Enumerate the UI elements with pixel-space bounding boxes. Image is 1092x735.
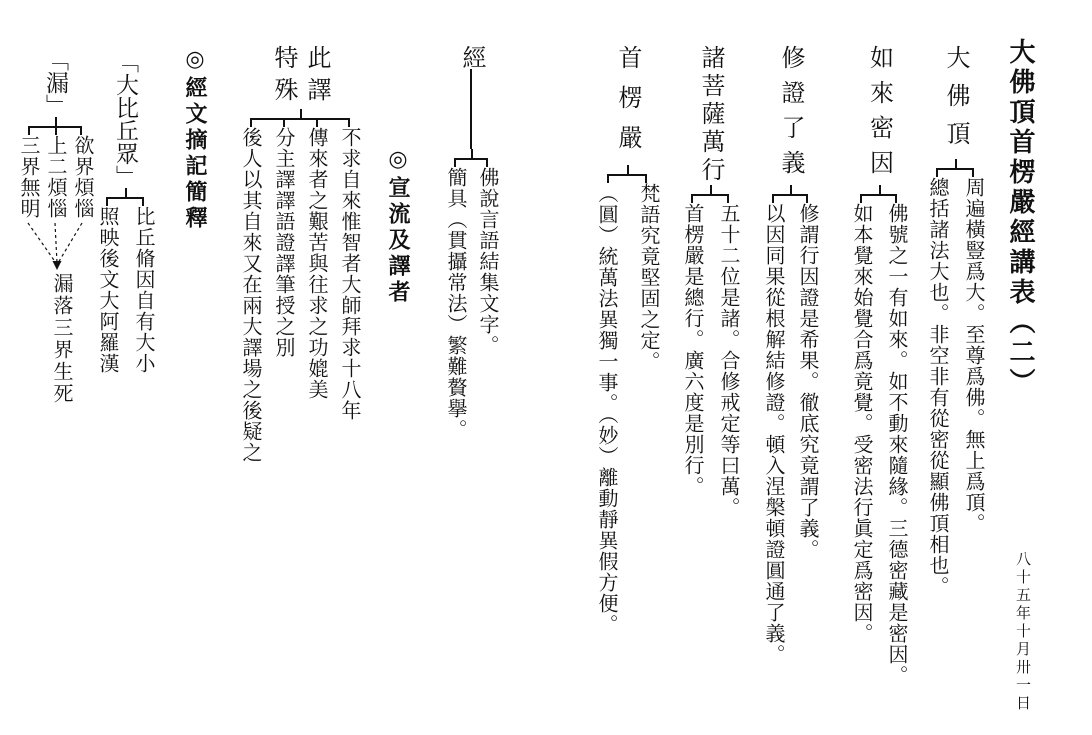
bracket-tick xyxy=(486,158,488,167)
bracket-bar xyxy=(860,194,897,196)
tree-group-da-fo-ding xyxy=(924,45,986,597)
bracket-bar xyxy=(691,194,728,196)
branch-column: （圓）統萬法異獨一事。（妙）離動靜異假方便。 xyxy=(595,183,617,635)
branch-column: 上二煩惱 xyxy=(44,135,66,219)
branch-column: 欲界煩惱 xyxy=(71,135,93,219)
page-title: 大佛頂首楞嚴經講表（二） xyxy=(1006,38,1035,398)
bracket-tick xyxy=(727,194,729,203)
tree-group-lou xyxy=(15,48,95,405)
bracket-bar xyxy=(607,174,648,176)
group-header: 大佛頂 xyxy=(942,45,968,159)
group-header: 首楞嚴 xyxy=(614,45,640,165)
branch-row xyxy=(760,203,820,665)
bracket-tick xyxy=(895,194,897,203)
bracket-tick xyxy=(936,168,938,177)
bracket-tick xyxy=(250,118,252,127)
branch-column: 如本覺來始覺合爲竟覺。受密法行眞定爲密因。 xyxy=(850,203,872,644)
bracket-stub xyxy=(125,188,127,197)
bracket-bar xyxy=(250,118,350,120)
bracket-tick xyxy=(806,194,808,203)
bracket-tick xyxy=(348,118,350,127)
branch-column: 佛說言語結集文字。 xyxy=(476,167,498,356)
bracket-stub xyxy=(471,149,473,158)
branch-column: 照映後文大阿羅漢 xyxy=(96,206,118,374)
result-wrap xyxy=(49,273,73,405)
converging-arrows-icon xyxy=(15,221,95,271)
branch-row xyxy=(15,135,95,219)
group-header: 「漏」 xyxy=(43,48,68,117)
bracket-bar xyxy=(454,158,489,160)
branch-column: 後人以其自來又在兩大譯場之後疑之 xyxy=(239,127,261,463)
bracket-tick xyxy=(860,194,862,203)
branch-row xyxy=(593,183,661,635)
bracket-stub xyxy=(879,185,881,194)
tree-group-jing xyxy=(442,45,500,440)
tree-group-shou-leng-yan xyxy=(593,45,661,635)
tree-bracket xyxy=(593,165,661,183)
group-header: 修證了義 xyxy=(777,45,803,185)
tree-bracket xyxy=(237,109,362,127)
branch-column: 總括諸法大也。非空非有從密從顯佛頂相也。 xyxy=(926,177,948,597)
section-heading-excerpt-notes: ◎經文摘記簡釋 xyxy=(183,46,208,232)
leak-result-text: 漏落三界生死 xyxy=(50,273,72,405)
bracket-stub xyxy=(55,117,57,126)
branch-column: 分主譯譯語證譯筆授之別 xyxy=(272,127,294,358)
group-header: 如來密因 xyxy=(865,45,892,185)
branch-row xyxy=(442,167,500,440)
bracket-tick xyxy=(142,197,144,206)
group-header-right: 此譯 xyxy=(303,45,329,109)
bracket-stub xyxy=(300,109,302,118)
bracket-tick xyxy=(972,168,974,177)
bracket-tick xyxy=(106,197,108,206)
branch-column: 以因同果從根解結修證。頓入涅槃頓證圓通了義。 xyxy=(762,203,784,665)
bracket-tick xyxy=(316,118,318,127)
tree-group-da-bi-qiu-zhong xyxy=(94,50,156,374)
bracket-bar xyxy=(106,197,143,199)
bracket-tick xyxy=(645,174,647,183)
branch-column: 不求自來惟智者大師拜求十八年 xyxy=(338,127,360,421)
bracket-bar xyxy=(772,194,808,196)
branch-column: 周遍橫豎爲大。至尊爲佛。無上爲頂。 xyxy=(962,177,984,534)
tree-bracket xyxy=(679,185,741,203)
bracket-stub xyxy=(955,159,957,168)
branch-row xyxy=(94,206,156,374)
tree-group-zhu-pu-sa-wan-xing xyxy=(679,45,741,518)
branch-row xyxy=(924,177,986,597)
group-header-left: 特殊 xyxy=(270,45,296,109)
tree-group-xiu-zheng-liao-yi xyxy=(760,45,820,665)
bracket-bar xyxy=(936,168,973,170)
branch-row xyxy=(237,127,362,463)
bracket-tick xyxy=(454,158,456,167)
branch-column: 首楞嚴是總行。廣六度是別行。 xyxy=(681,203,703,497)
group-header xyxy=(268,45,331,109)
branch-column: 三界無明 xyxy=(17,135,39,219)
bracket-tick xyxy=(80,126,82,135)
tree-bracket xyxy=(442,149,500,167)
bracket-tick xyxy=(28,126,30,135)
bracket-stub xyxy=(627,165,629,174)
bracket-tick xyxy=(772,194,774,203)
group-header: 經 xyxy=(458,45,484,69)
branch-row xyxy=(848,203,909,686)
branch-column: 傳來者之艱苦與往求之功媲美 xyxy=(305,127,327,400)
branch-column: 佛號之一有如來。如不動來隨緣。三德密藏是密因。 xyxy=(885,203,907,686)
bracket-tick xyxy=(691,194,693,203)
branch-column: 修謂行因證是希果。徹底究竟謂了義。 xyxy=(796,203,818,560)
group-header: 「大比丘眾」 xyxy=(113,50,138,188)
tree-bracket xyxy=(15,117,95,135)
group-header: 諸菩薩萬行 xyxy=(697,45,723,185)
bracket-tick xyxy=(607,174,609,183)
section-heading-translators: ◎宣流及譯者 xyxy=(386,146,411,306)
tree-group-ci-yi-te-shu xyxy=(237,45,362,463)
bracket-stub xyxy=(790,185,792,194)
tree-bracket xyxy=(848,185,909,203)
date-stamp: 八十五年十月卅一日 xyxy=(1014,551,1030,713)
tree-bracket xyxy=(94,188,156,206)
branch-column: 梵語究竟堅固之定。 xyxy=(637,183,659,372)
branch-row xyxy=(679,203,741,518)
tree-bracket xyxy=(924,159,986,177)
bracket-stub xyxy=(710,185,712,194)
tree-bracket xyxy=(760,185,820,203)
branch-column: 比丘脩因自有大小 xyxy=(132,206,154,374)
bracket-tick xyxy=(55,126,57,135)
bracket-tick xyxy=(283,118,285,127)
branch-column: 簡具（貫攝常法）繁難贅擧。 xyxy=(444,167,466,440)
branch-column: 五十二位是諸。合修戒定等曰萬。 xyxy=(717,203,739,518)
tree-group-ru-lai-mi-yin xyxy=(848,45,909,686)
stem-line xyxy=(470,69,472,149)
